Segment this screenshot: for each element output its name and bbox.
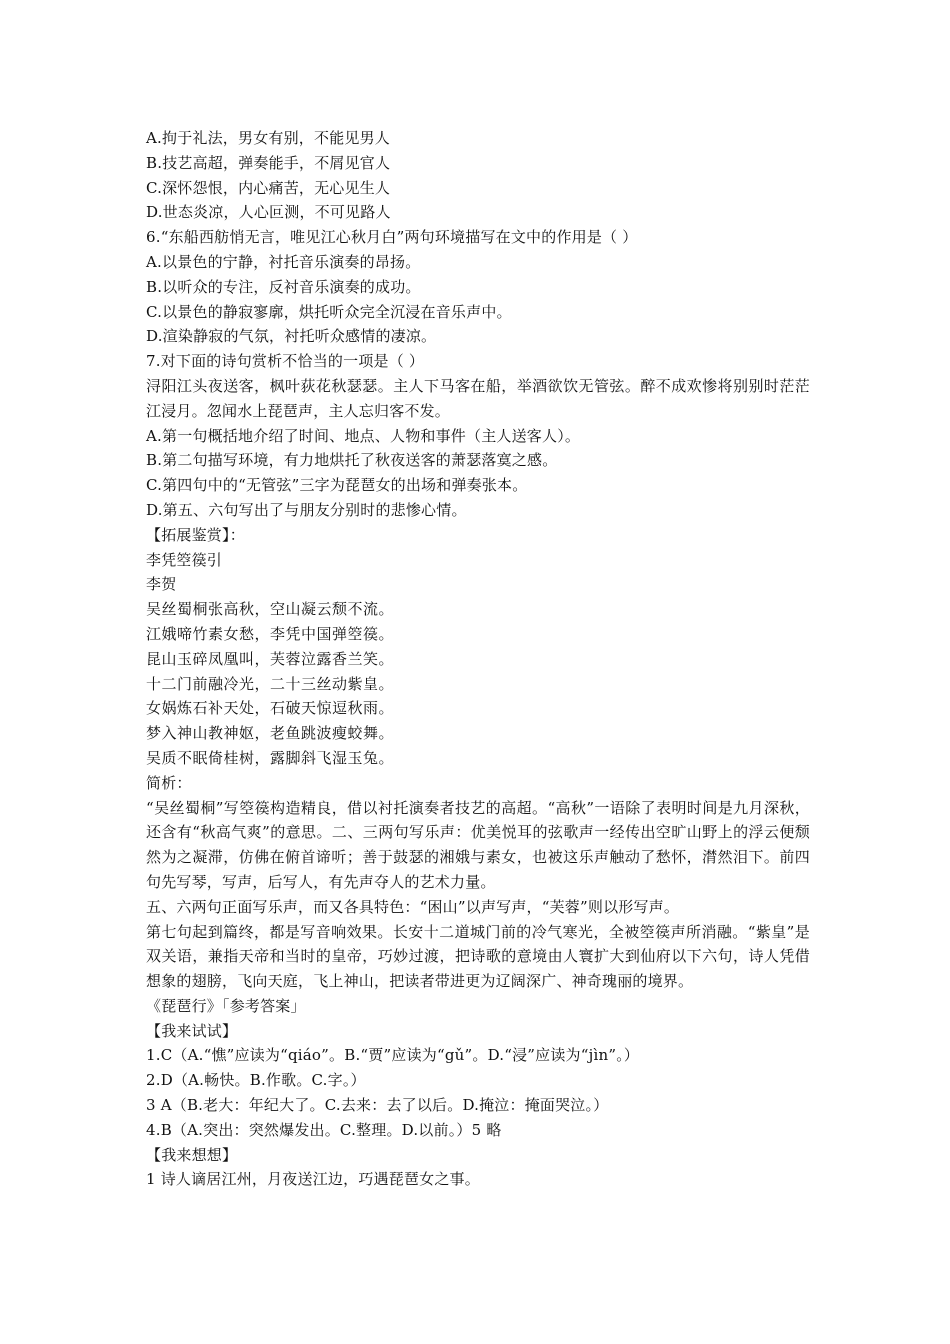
- answer-2: 2.D（A.畅快。B.作歌。C.字。）: [146, 1071, 366, 1090]
- poem-line: 女娲炼石补天处，石破天惊逗秋雨。: [146, 699, 395, 718]
- analysis-paragraph-3: 第七句起到篇终，都是写音响效果。长安十二道城门前的冷气寒光，全被箜篌声所消融。“紫皇”是双关语，兼指天帝和当时的皇帝，巧妙过渡，把诗歌的意境由人寰扩大到仙府以下六句，诗人凭借想象的翅膀，飞向天庭，飞上神山，把读者带进更为辽阔深广、神奇瑰丽的境界。: [146, 922, 810, 991]
- poem-line: 梦入神山教神妪，老鱼跳波瘦蛟舞。: [146, 724, 395, 743]
- section-heading-try: 【我来试试】: [146, 1021, 238, 1040]
- think-answer-1: 1 诗人谪居江州，月夜送江边，巧遇琵琶女之事。: [146, 1170, 480, 1189]
- q7-option-c: C.第四句中的“无管弦”三字为琵琶女的出场和弹奏张本。: [146, 476, 528, 495]
- q7-option-b: B.第二句描写环境，有力地烘托了秋夜送客的萧瑟落寞之感。: [146, 451, 558, 470]
- q7-option-d: D.第五、六句写出了与朋友分别时的悲惨心情。: [146, 500, 467, 519]
- q6-option-a: A.以景色的宁静，衬托音乐演奏的昂扬。: [146, 252, 421, 271]
- poem-line: 昆山玉碎凤凰叫，芙蓉泣露香兰笑。: [146, 649, 395, 668]
- analysis-heading: 简析：: [146, 773, 192, 792]
- poem-line: 江娥啼竹素女愁，李凭中国弹箜篌。: [146, 624, 395, 643]
- answer-1: 1.C（A.“憔”应读为“qiáo”。B.“贾”应读为“gǔ”。D.“浸”应读为“jìn”。）: [146, 1046, 640, 1065]
- q6-option-c: C.以景色的静寂寥廓，烘托听众完全沉浸在音乐声中。: [146, 302, 512, 321]
- poem-line: 吴质不眠倚桂树，露脚斜飞湿玉兔。: [146, 748, 395, 767]
- analysis-paragraph-1: “吴丝蜀桐”写箜篌构造精良，借以衬托演奏者技艺的高超。“高秋”一语除了表明时间是九月深秋，还含有“秋高气爽”的意思。二、三两句写乐声：优美悦耳的弦歌声一经传出空旷山野上的浮云便颓然为之凝滞，仿佛在俯首谛听；善于鼓瑟的湘娥与素女，也被这乐声触动了愁怀，潸然泪下。前四句先写琴，写声，后写人，有先声夺人的艺术力量。: [146, 798, 810, 891]
- poem-line: 十二门前融冷光，二十三丝动紫皇。: [146, 674, 395, 693]
- poem-author: 李贺: [146, 575, 177, 594]
- option-b: B.技艺高超，弹奏能手，不屑见官人: [146, 153, 391, 172]
- section-heading-think: 【我来想想】: [146, 1145, 238, 1164]
- poem-line: 吴丝蜀桐张高秋，空山凝云颓不流。: [146, 600, 395, 619]
- answer-3: 3 A（B.老大：年纪大了。C.去来：去了以后。D.掩泣：掩面哭泣。）: [146, 1096, 609, 1115]
- answer-title: 《琵琶行》「参考答案」: [146, 996, 306, 1015]
- question-7: 7.对下面的诗句赏析不恰当的一项是（ ）: [146, 352, 425, 371]
- q7-poem-excerpt: 浔阳江头夜送客，枫叶荻花秋瑟瑟。主人下马客在船，举酒欲饮无管弦。醉不成欢惨将别别时茫茫江浸月。忽闻水上琵琶声，主人忘归客不发。: [146, 376, 810, 420]
- q6-option-d: D.渲染静寂的气氛，衬托听众感情的凄凉。: [146, 327, 437, 346]
- option-d: D.世态炎凉，人心叵测，不可见路人: [146, 203, 391, 222]
- analysis-paragraph-2: 五、六两句正面写乐声，而又各具特色：“困山”以声写声，“芙蓉”则以形写声。: [146, 897, 680, 916]
- poem-title: 李凭箜篌引: [146, 550, 223, 569]
- option-a: A.拘于礼法，男女有别，不能见男人: [146, 129, 391, 147]
- option-c: C.深怀怨恨，内心痛苦，无心见生人: [146, 178, 391, 197]
- q6-option-b: B.以听众的专注，反衬音乐演奏的成功。: [146, 277, 421, 296]
- section-heading-extension: 【拓展鉴赏】：: [146, 525, 245, 544]
- document-page: [146, 126, 810, 1192]
- question-6: 6.“东船西舫悄无言，唯见江心秋月白”两句环境描写在文中的作用是（ ）: [146, 228, 638, 247]
- answer-4: 4.B（A.突出：突然爆发出。C.整理。D.以前。）5 略: [146, 1120, 502, 1139]
- q7-option-a: A.第一句概括地介绍了时间、地点、人物和事件（主人送客人）。: [146, 426, 581, 445]
